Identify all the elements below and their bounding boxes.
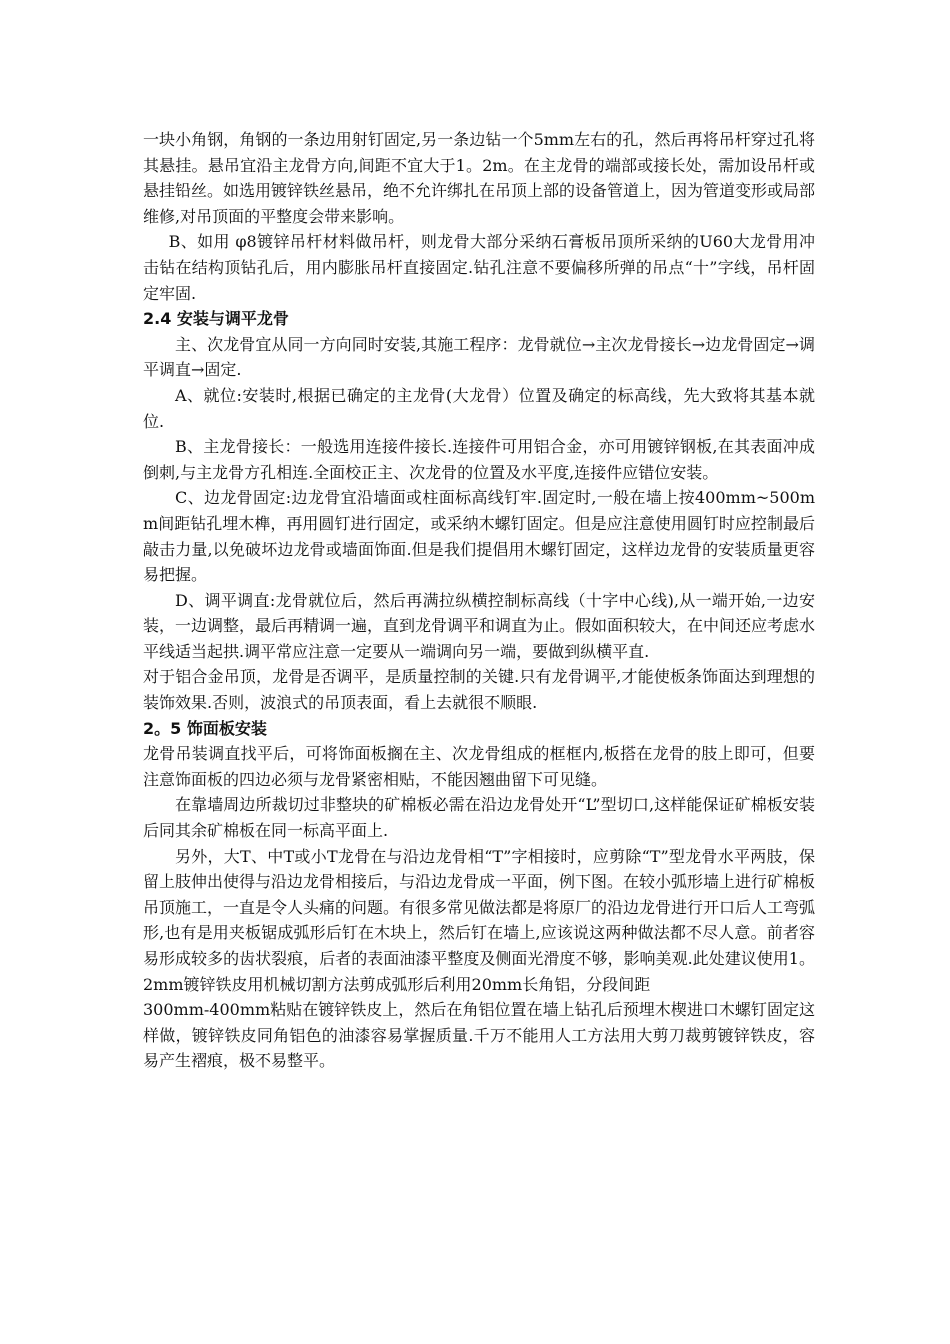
paragraph-step-a: A、就位:安装时,根据已确定的主龙骨(大龙骨）位置及确定的标高线，先大致将其基本就位. — [143, 385, 815, 431]
paragraph-step-d: D、调平调直:龙骨就位后，然后再满拉纵横控制标高线（十字中心线),从一端开始,一边安装，一边调整，最后再精调一遍，直到龙骨调平和调直为止。假如面积较大，在中间还应考虑水平线适当起拱.调平常应注意一定要从一端调向另一端，要做到纵横平直. — [143, 590, 816, 661]
paragraph-step-c: C、边龙骨固定:边龙骨宜沿墙面或柱面标高线钉牢.固定时,一般在墙上按400mm~500mm间距钻孔埋木榫，再用圆钉进行固定，或采纳木螺钉固定。但是应注意使用圆钉时应控制最后敲击力量,以免破坏边龙骨或墙面饰面.但是我们提倡用木螺钉固定，这样边龙骨的安装质量更容易把握。 — [143, 488, 815, 585]
document-page — [143, 127, 815, 1074]
paragraph-l-cut: 在靠墙周边所裁切过非整块的矿棉板必需在沿边龙骨处开“L”型切口,这样能保证矿棉板安装后同其余矿棉板在同一标高平面上. — [143, 795, 815, 841]
paragraph-galvanized-sheet: 300mm-400mm粘贴在镀锌铁皮上，然后在角铝位置在墙上钻孔后预埋木楔进口木螺钉固定这样做，镀锌铁皮同角铝色的油漆容易掌握质量.千万不能用人工方法用大剪刀裁剪镀锌铁皮，容易产生褶痕，极不易整平。 — [143, 1000, 815, 1071]
paragraph-panel-placement: 龙骨吊装调直找平后，可将饰面板搁在主、次龙骨组成的框框内,板搭在龙骨的肢上即可，但要注意饰面板的四边必须与龙骨紧密相贴，不能因翘曲留下可见缝。 — [143, 744, 815, 789]
paragraph-hanger-fixing: 一块小角钢，角钢的一条边用射钉固定,另一条边钻一个5mm左右的孔，然后再将吊杆穿过孔将其悬挂。悬吊宜沿主龙骨方向,间距不宜大于1。2m。在主龙骨的端部或接长处，需加设吊杆或悬挂铅丝。如选用镀锌铁丝悬吊，绝不允许绑扎在吊顶上部的设备管道上，因为管道变形或局部维修,对吊顶面的平整度会带来影响。 — [143, 130, 816, 226]
section-heading-2-5: 2。5 饰面板安装 — [143, 718, 267, 738]
paragraph-t-joint: 另外，大T、中T或小T龙骨在与沿边龙骨相“T”字相接时，应剪除“T”型龙骨水平两肢，保留上肢伸出使得与沿边龙骨相接后，与沿边龙骨成一平面，例下图。在较小弧形墙上进行矿棉板吊顶施工，一直是令人头痛的问题。有很多常见做法都是将原厂的沿边龙骨进行开口后人工弯弧形,也有是用夹板锯成弧形后钉在木块上，然后钉在墙上,应该说这两种做法都不尽人意。前者容易形成较多的齿状裂痕，后者的表面油漆平整度及侧面光滑度不够，影响美观.此处建议使用1。2mm镀锌铁皮用机械切割方法剪成弧形后利用20mm长角铝，分段间距 — [143, 846, 816, 994]
paragraph-hanger-rod-b: B、如用 φ8镀锌吊杆材料做吊杆，则龙骨大部分采纳石膏板吊顶所采纳的U60大龙骨用冲击钻在结构顶钻孔后，用内膨胀吊杆直接固定.钻孔注意不要偏移所弹的吊点“十”字线，吊杆固定牢固. — [143, 232, 815, 303]
paragraph-aluminum-ceiling: 对于铝合金吊顶，龙骨是否调平，是质量控制的关键.只有龙骨调平,才能使板条饰面达到理想的装饰效果.否则，波浪式的吊顶表面，看上去就很不顺眼. — [143, 667, 815, 713]
section-heading-2-4: 2.4 安装与调平龙骨 — [143, 309, 289, 329]
paragraph-step-b: B、主龙骨接长：一般选用连接件接长.连接件可用铝合金，亦可用镀锌钢板,在其表面冲成倒刺,与主龙骨方孔相连.全面校正主、次龙骨的位置及水平度,连接件应错位安装。 — [143, 437, 815, 482]
paragraph-install-procedure: 主、次龙骨宜从同一方向同时安装,其施工程序：龙骨就位→主次龙骨接长→边龙骨固定→调平调直→固定. — [143, 334, 815, 380]
